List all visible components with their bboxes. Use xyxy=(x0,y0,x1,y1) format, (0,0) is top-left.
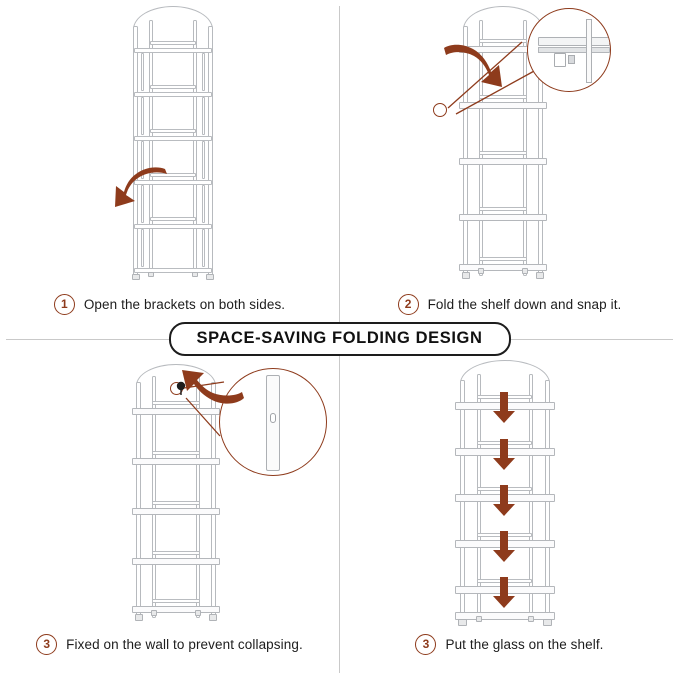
post-right-front xyxy=(208,26,213,278)
curved-arrow-icon xyxy=(105,165,169,217)
rail-5 xyxy=(134,224,212,229)
foot-left-back xyxy=(478,268,484,274)
foot-right xyxy=(536,272,544,279)
shelf-plate-3 xyxy=(132,508,220,515)
rail-1-back xyxy=(150,41,196,45)
foot-right-back xyxy=(522,268,528,274)
shelf-plate-4 xyxy=(132,558,220,565)
caption-row-1 xyxy=(0,283,339,325)
panel-fold-shelf xyxy=(340,0,679,339)
caption-row-2 xyxy=(340,283,679,325)
shelf-illustration-4 xyxy=(340,340,679,625)
bracket-fold-right-2 xyxy=(202,97,205,135)
step-badge-4: 3 xyxy=(415,634,436,655)
rail-1 xyxy=(134,48,212,53)
bracket-fold-right-1 xyxy=(202,53,205,91)
closeup-post xyxy=(586,19,592,83)
foot-left-back xyxy=(151,610,157,616)
rail-3-back xyxy=(150,129,196,133)
bracket-fold-right-5 xyxy=(202,229,205,267)
shelf-back-rail-3 xyxy=(479,151,527,155)
rail-3 xyxy=(134,136,212,141)
shelf-illustration-2 xyxy=(340,0,679,285)
caption-row-3 xyxy=(0,623,339,665)
arch-top xyxy=(460,360,550,386)
foot-left-back xyxy=(476,616,482,622)
shelf-back-rail-5 xyxy=(152,599,200,603)
arch-top xyxy=(463,6,543,32)
foot-right xyxy=(209,614,217,621)
caption-text-3: Fixed on the wall to prevent collapsing. xyxy=(66,636,303,652)
shelf-plate-5 xyxy=(132,606,220,613)
down-arrow-icon-5 xyxy=(492,577,516,609)
shelf-plate-6 xyxy=(455,612,555,620)
step-badge-1: 1 xyxy=(54,294,75,315)
shelf-back-rail-3 xyxy=(152,501,200,505)
caption-text-2: Fold the shelf down and snap it. xyxy=(427,296,622,312)
bracket-fold-left-5 xyxy=(141,229,144,267)
closeup-shelf-plate xyxy=(538,37,610,46)
panel-put-glass xyxy=(340,340,679,679)
bracket-fold-left-1 xyxy=(141,53,144,91)
panel-open-brackets xyxy=(0,0,339,339)
bottom-rail xyxy=(134,268,212,273)
shelf-plate-4 xyxy=(459,214,547,221)
shelf-unit xyxy=(125,6,221,278)
shelf-back-rail-4 xyxy=(479,207,527,211)
bracket-fold-right-4 xyxy=(202,185,205,223)
down-arrow-icon-3 xyxy=(492,485,516,517)
bracket-fold-left-2 xyxy=(141,97,144,135)
foot-left xyxy=(462,272,470,279)
foot-left xyxy=(132,274,140,280)
foot-left xyxy=(135,614,143,621)
down-arrow-icon-4 xyxy=(492,531,516,563)
closeup-snap-pin xyxy=(568,55,575,64)
caption-text-1: Open the brackets on both sides. xyxy=(83,296,286,312)
closeup-strap xyxy=(266,375,280,471)
shelf-plate-2 xyxy=(132,458,220,465)
rail-2 xyxy=(134,92,212,97)
post-right-back xyxy=(193,20,197,276)
step-badge-2: 2 xyxy=(398,294,419,315)
step-badge-3: 3 xyxy=(36,634,57,655)
shelf-back-rail-5 xyxy=(479,257,527,261)
post-left-front xyxy=(133,26,138,278)
closeup-bracket xyxy=(554,53,566,67)
caption-row-4 xyxy=(340,623,679,665)
foot-right-back xyxy=(195,610,201,616)
post-left-front xyxy=(136,382,141,620)
foot-right-back xyxy=(528,616,534,622)
shelf-illustration-3 xyxy=(0,340,339,625)
foot-right xyxy=(206,274,214,280)
panel-fix-wall xyxy=(0,340,339,679)
closeup-shelf-edge xyxy=(538,47,610,53)
shelf-plate-3 xyxy=(459,158,547,165)
shelf-illustration-1 xyxy=(0,0,339,285)
curved-arrow-icon xyxy=(440,42,508,104)
rail-2-back xyxy=(150,85,196,89)
rail-5-back xyxy=(150,217,196,221)
shelf-back-rail-4 xyxy=(152,551,200,555)
bracket-snap-closeup-bubble xyxy=(527,8,611,92)
caption-text-4: Put the glass on the shelf. xyxy=(445,636,604,652)
arch-top xyxy=(133,6,213,32)
shelf-plate-5 xyxy=(459,264,547,271)
shelf-back-rail-2 xyxy=(152,451,200,455)
curved-arrow-icon xyxy=(176,364,248,408)
down-arrow-icon-1 xyxy=(492,392,516,424)
post-left-back xyxy=(149,20,153,276)
down-arrow-icon-2 xyxy=(492,439,516,471)
bracket-fold-right-3 xyxy=(202,141,205,179)
banner-title: SPACE-SAVING FOLDING DESIGN xyxy=(168,322,510,356)
foot-right-back xyxy=(192,272,198,277)
foot-left-back xyxy=(148,272,154,277)
closeup-screw-hole xyxy=(270,413,276,423)
